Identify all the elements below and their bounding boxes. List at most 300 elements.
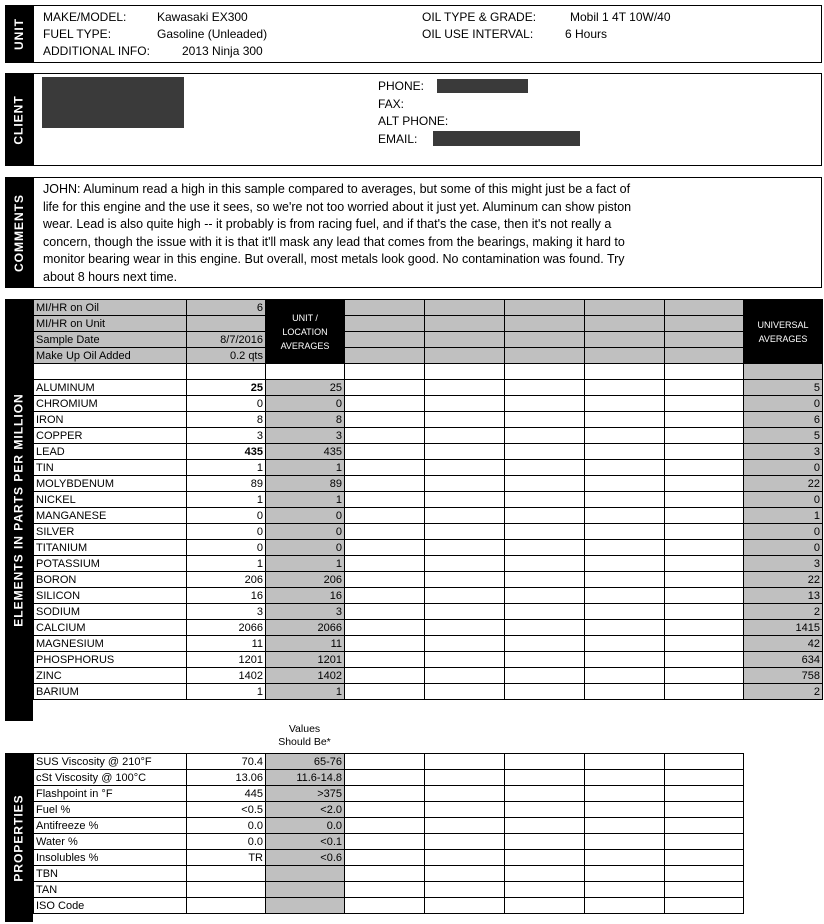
blank-cell — [425, 540, 505, 556]
blank-cell — [585, 754, 665, 770]
blank-cell — [345, 380, 425, 396]
blank-cell — [665, 684, 744, 700]
blank-cell — [345, 492, 425, 508]
blank-cell — [505, 396, 585, 412]
blank-cell — [425, 396, 505, 412]
blank-cell — [665, 620, 744, 636]
meta-value: 6 — [187, 300, 266, 316]
blank-cell — [585, 508, 665, 524]
blank-cell — [345, 540, 425, 556]
blank-cell — [425, 476, 505, 492]
blank-cell — [425, 770, 505, 786]
blank-cell — [665, 476, 744, 492]
properties-section-label: PROPERTIES — [5, 753, 33, 922]
element-value: 1402 — [187, 668, 266, 684]
blank-cell — [505, 300, 585, 316]
blank-cell — [425, 588, 505, 604]
blank-cell — [345, 668, 425, 684]
comment-line: concern, though the issue with it is that it'll mask any lead that comes from the bearings, making it hard to — [43, 234, 625, 249]
blank-cell — [345, 364, 425, 380]
blank-cell — [505, 818, 585, 834]
meta-label: Make Up Oil Added — [34, 348, 187, 364]
blank-cell — [425, 460, 505, 476]
blank-cell — [345, 316, 425, 332]
blank-cell — [665, 492, 744, 508]
make-model-label: MAKE/MODEL: — [43, 10, 127, 24]
meta-row — [34, 364, 823, 380]
element-unit-average: 1402 — [266, 668, 345, 684]
blank-cell — [505, 380, 585, 396]
meta-label: MI/HR on Oil — [34, 300, 187, 316]
blank-cell — [425, 898, 505, 914]
blank-cell — [585, 572, 665, 588]
meta-value: 0.2 qts — [187, 348, 266, 364]
property-value: 0.0 — [187, 834, 266, 850]
element-value: 2066 — [187, 620, 266, 636]
element-universal-average: 0 — [744, 396, 823, 412]
property-name: Fuel % — [34, 802, 187, 818]
blank-cell — [585, 802, 665, 818]
comments-text — [43, 181, 813, 287]
blank-cell — [345, 444, 425, 460]
comments-section-label: COMMENTS — [5, 177, 33, 288]
element-name: TIN — [34, 460, 187, 476]
blank-cell — [425, 316, 505, 332]
unit-averages-header-line: LOCATION — [282, 326, 328, 337]
element-value: 1201 — [187, 652, 266, 668]
blank-cell — [585, 556, 665, 572]
blank-cell — [665, 882, 744, 898]
blank-cell — [585, 770, 665, 786]
blank-cell — [585, 620, 665, 636]
element-row — [34, 620, 823, 636]
oil-use-label: OIL USE INTERVAL: — [422, 27, 534, 41]
client-section-label: CLIENT — [5, 73, 33, 166]
property-should-be: 65-76 — [266, 754, 345, 770]
element-row — [34, 540, 823, 556]
blank-cell — [585, 786, 665, 802]
blank-cell — [585, 460, 665, 476]
unit-averages-header-line: AVERAGES — [280, 340, 330, 351]
blank-cell — [345, 620, 425, 636]
element-name: ZINC — [34, 668, 187, 684]
element-name: BORON — [34, 572, 187, 588]
blank-cell — [585, 866, 665, 882]
property-should-be: 11.6-14.8 — [266, 770, 345, 786]
blank-cell — [505, 866, 585, 882]
blank-cell — [425, 556, 505, 572]
property-should-be: 0.0 — [266, 818, 345, 834]
blank-cell — [345, 524, 425, 540]
element-unit-average: 0 — [266, 508, 345, 524]
comment-line: monitor bearing wear in this engine. But overall, most metals look good. No contamination was found. Try — [43, 252, 625, 267]
blank-cell — [505, 524, 585, 540]
blank-cell — [425, 786, 505, 802]
blank-cell — [345, 300, 425, 316]
property-value — [187, 866, 266, 882]
blank-cell — [665, 572, 744, 588]
blank-cell — [585, 668, 665, 684]
element-universal-average: 0 — [744, 460, 823, 476]
blank-cell — [505, 572, 585, 588]
blank-cell — [425, 850, 505, 866]
element-row — [34, 636, 823, 652]
blank-cell — [665, 754, 744, 770]
blank-cell — [505, 652, 585, 668]
blank-cell — [665, 802, 744, 818]
blank-cell — [505, 588, 585, 604]
element-value: 1 — [187, 684, 266, 700]
blank-cell — [665, 396, 744, 412]
element-row — [34, 572, 823, 588]
blank-cell — [505, 898, 585, 914]
values-should-be-header — [265, 723, 344, 749]
element-value: 0 — [187, 540, 266, 556]
element-universal-average: 42 — [744, 636, 823, 652]
blank-cell — [665, 834, 744, 850]
property-should-be — [266, 898, 345, 914]
property-name: Water % — [34, 834, 187, 850]
blank-cell — [505, 786, 585, 802]
blank-cell — [665, 380, 744, 396]
blank-cell — [585, 540, 665, 556]
meta-label: MI/HR on Unit — [34, 316, 187, 332]
blank-cell — [585, 588, 665, 604]
blank-cell — [505, 834, 585, 850]
element-universal-average: 2 — [744, 604, 823, 620]
element-value: 0 — [187, 396, 266, 412]
element-unit-average: 25 — [266, 380, 345, 396]
universal-averages-header-line: AVERAGES — [758, 333, 808, 344]
property-row — [34, 898, 744, 914]
blank-cell — [425, 802, 505, 818]
oil-use-value: 6 Hours — [565, 27, 608, 41]
element-row — [34, 668, 823, 684]
blank-cell — [665, 316, 744, 332]
property-should-be — [266, 882, 345, 898]
element-unit-average: 0 — [266, 540, 345, 556]
blank-cell — [425, 572, 505, 588]
blank-cell — [585, 850, 665, 866]
blank-cell — [425, 428, 505, 444]
element-name: NICKEL — [34, 492, 187, 508]
blank-cell — [345, 850, 425, 866]
property-name: Insolubles % — [34, 850, 187, 866]
element-universal-average: 1415 — [744, 620, 823, 636]
property-row — [34, 754, 744, 770]
element-row — [34, 444, 823, 460]
property-name: ISO Code — [34, 898, 187, 914]
blank-cell — [345, 412, 425, 428]
blank-cell — [425, 364, 505, 380]
universal-averages-header-line: UNIVERSAL — [757, 319, 809, 330]
element-value: 1 — [187, 556, 266, 572]
blank-cell — [505, 444, 585, 460]
element-row — [34, 508, 823, 524]
element-name: SILVER — [34, 524, 187, 540]
blank-cell — [585, 818, 665, 834]
element-universal-average: 5 — [744, 428, 823, 444]
blank-cell — [345, 332, 425, 348]
blank-cell — [505, 348, 585, 364]
unit-averages-header — [266, 300, 345, 364]
element-name: ALUMINUM — [34, 380, 187, 396]
unit-section-label: UNIT — [5, 5, 33, 63]
element-name: SODIUM — [34, 604, 187, 620]
blank-cell — [505, 460, 585, 476]
element-row — [34, 460, 823, 476]
meta-row — [34, 348, 823, 364]
element-name: CHROMIUM — [34, 396, 187, 412]
blank-cell — [425, 834, 505, 850]
blank-cell — [345, 898, 425, 914]
property-value — [187, 882, 266, 898]
blank-cell — [665, 588, 744, 604]
blank-cell — [585, 380, 665, 396]
blank-cell — [665, 668, 744, 684]
element-row — [34, 428, 823, 444]
meta-label: Sample Date — [34, 332, 187, 348]
element-universal-average: 0 — [744, 492, 823, 508]
element-unit-average: 11 — [266, 636, 345, 652]
meta-row — [34, 316, 823, 332]
blank-cell — [187, 364, 266, 380]
oil-type-value: Mobil 1 4T 10W/40 — [570, 10, 671, 24]
element-unit-average: 3 — [266, 428, 345, 444]
property-name: TAN — [34, 882, 187, 898]
blank-cell — [585, 428, 665, 444]
property-row — [34, 850, 744, 866]
element-unit-average: 0 — [266, 524, 345, 540]
property-name: Antifreeze % — [34, 818, 187, 834]
blank-cell — [505, 882, 585, 898]
blank-cell — [34, 364, 187, 380]
element-value: 3 — [187, 428, 266, 444]
meta-row — [34, 332, 823, 348]
element-row — [34, 684, 823, 700]
property-name: SUS Viscosity @ 210°F — [34, 754, 187, 770]
element-unit-average: 3 — [266, 604, 345, 620]
additional-info-label: ADDITIONAL INFO: — [43, 44, 150, 58]
phone-redaction — [437, 79, 528, 93]
property-should-be: <0.6 — [266, 850, 345, 866]
property-should-be: <2.0 — [266, 802, 345, 818]
blank-cell — [665, 444, 744, 460]
element-universal-average: 13 — [744, 588, 823, 604]
blank-cell — [665, 866, 744, 882]
meta-value: 8/7/2016 — [187, 332, 266, 348]
element-universal-average: 0 — [744, 540, 823, 556]
values-header-line: Should Be* — [278, 736, 331, 748]
element-name: CALCIUM — [34, 620, 187, 636]
element-universal-average: 22 — [744, 572, 823, 588]
element-row — [34, 412, 823, 428]
property-should-be — [266, 866, 345, 882]
blank-cell — [585, 348, 665, 364]
blank-cell — [345, 818, 425, 834]
universal-averages-header — [744, 300, 823, 364]
element-value: 206 — [187, 572, 266, 588]
blank-cell — [585, 444, 665, 460]
blank-cell — [665, 524, 744, 540]
blank-cell — [425, 882, 505, 898]
element-row — [34, 380, 823, 396]
element-value: 16 — [187, 588, 266, 604]
blank-cell — [585, 604, 665, 620]
blank-cell — [425, 636, 505, 652]
element-row — [34, 556, 823, 572]
blank-cell — [744, 364, 823, 380]
property-row — [34, 786, 744, 802]
blank-cell — [266, 364, 345, 380]
comment-line: about 8 hours next time. — [43, 269, 178, 284]
blank-cell — [665, 540, 744, 556]
alt-phone-label: ALT PHONE: — [378, 114, 449, 128]
element-unit-average: 435 — [266, 444, 345, 460]
element-row — [34, 524, 823, 540]
element-unit-average: 89 — [266, 476, 345, 492]
element-value: 8 — [187, 412, 266, 428]
element-name: MANGANESE — [34, 508, 187, 524]
element-name: BARIUM — [34, 684, 187, 700]
element-value: 0 — [187, 508, 266, 524]
blank-cell — [425, 412, 505, 428]
email-label: EMAIL: — [378, 132, 418, 146]
blank-cell — [425, 508, 505, 524]
property-row — [34, 866, 744, 882]
blank-cell — [585, 476, 665, 492]
meta-value — [187, 316, 266, 332]
element-row — [34, 588, 823, 604]
unit-averages-header-line: UNIT / — [292, 312, 318, 323]
property-value — [187, 898, 266, 914]
property-row — [34, 882, 744, 898]
blank-cell — [505, 364, 585, 380]
blank-cell — [505, 620, 585, 636]
element-unit-average: 1201 — [266, 652, 345, 668]
element-universal-average: 0 — [744, 524, 823, 540]
blank-cell — [665, 300, 744, 316]
blank-cell — [505, 770, 585, 786]
blank-cell — [505, 332, 585, 348]
elements-table — [33, 299, 823, 700]
blank-cell — [665, 652, 744, 668]
element-unit-average: 0 — [266, 396, 345, 412]
element-value: 3 — [187, 604, 266, 620]
elements-section-label: ELEMENTS IN PARTS PER MILLION — [5, 299, 33, 721]
blank-cell — [665, 348, 744, 364]
element-row — [34, 652, 823, 668]
blank-cell — [505, 754, 585, 770]
property-should-be: <0.1 — [266, 834, 345, 850]
property-value: 13.06 — [187, 770, 266, 786]
comment-line: JOHN: Aluminum read a high in this sample compared to averages, but some of this might just be a fact of — [43, 182, 631, 196]
blank-cell — [425, 300, 505, 316]
element-unit-average: 2066 — [266, 620, 345, 636]
fax-label: FAX: — [378, 97, 405, 111]
element-universal-average: 22 — [744, 476, 823, 492]
phone-label: PHONE: — [378, 79, 425, 93]
element-unit-average: 206 — [266, 572, 345, 588]
blank-cell — [665, 850, 744, 866]
element-name: POTASSIUM — [34, 556, 187, 572]
properties-table — [33, 753, 744, 914]
blank-cell — [425, 684, 505, 700]
blank-cell — [425, 348, 505, 364]
blank-cell — [345, 684, 425, 700]
element-name: IRON — [34, 412, 187, 428]
element-universal-average: 6 — [744, 412, 823, 428]
blank-cell — [505, 668, 585, 684]
comment-line: life for this engine and the use it sees, so we're not too worried about it just yet. Aluminum can show piston — [43, 199, 632, 214]
blank-cell — [585, 898, 665, 914]
blank-cell — [505, 540, 585, 556]
meta-row — [34, 300, 823, 316]
blank-cell — [585, 332, 665, 348]
element-universal-average: 634 — [744, 652, 823, 668]
element-name: MOLYBDENUM — [34, 476, 187, 492]
property-should-be: >375 — [266, 786, 345, 802]
blank-cell — [665, 818, 744, 834]
blank-cell — [505, 428, 585, 444]
blank-cell — [425, 754, 505, 770]
blank-cell — [345, 882, 425, 898]
blank-cell — [345, 636, 425, 652]
element-value: 1 — [187, 460, 266, 476]
element-name: TITANIUM — [34, 540, 187, 556]
blank-cell — [425, 652, 505, 668]
blank-cell — [425, 668, 505, 684]
property-name: Flashpoint in °F — [34, 786, 187, 802]
property-name: cSt Viscosity @ 100°C — [34, 770, 187, 786]
blank-cell — [665, 460, 744, 476]
blank-cell — [505, 492, 585, 508]
blank-cell — [585, 652, 665, 668]
element-name: PHOSPHORUS — [34, 652, 187, 668]
blank-cell — [585, 684, 665, 700]
element-unit-average: 8 — [266, 412, 345, 428]
blank-cell — [585, 396, 665, 412]
blank-cell — [345, 460, 425, 476]
element-unit-average: 1 — [266, 460, 345, 476]
blank-cell — [665, 604, 744, 620]
element-row — [34, 604, 823, 620]
blank-cell — [505, 850, 585, 866]
blank-cell — [585, 300, 665, 316]
client-name-redaction — [42, 77, 184, 128]
element-unit-average: 1 — [266, 492, 345, 508]
blank-cell — [665, 786, 744, 802]
blank-cell — [425, 604, 505, 620]
blank-cell — [425, 492, 505, 508]
blank-cell — [345, 428, 425, 444]
blank-cell — [585, 492, 665, 508]
additional-info-value: 2013 Ninja 300 — [182, 44, 263, 58]
element-value: 11 — [187, 636, 266, 652]
blank-cell — [585, 364, 665, 380]
element-universal-average: 3 — [744, 444, 823, 460]
element-unit-average: 16 — [266, 588, 345, 604]
blank-cell — [345, 786, 425, 802]
blank-cell — [345, 802, 425, 818]
property-row — [34, 802, 744, 818]
blank-cell — [425, 620, 505, 636]
property-value: 70.4 — [187, 754, 266, 770]
element-universal-average: 5 — [744, 380, 823, 396]
blank-cell — [345, 652, 425, 668]
blank-cell — [425, 444, 505, 460]
element-value: 89 — [187, 476, 266, 492]
